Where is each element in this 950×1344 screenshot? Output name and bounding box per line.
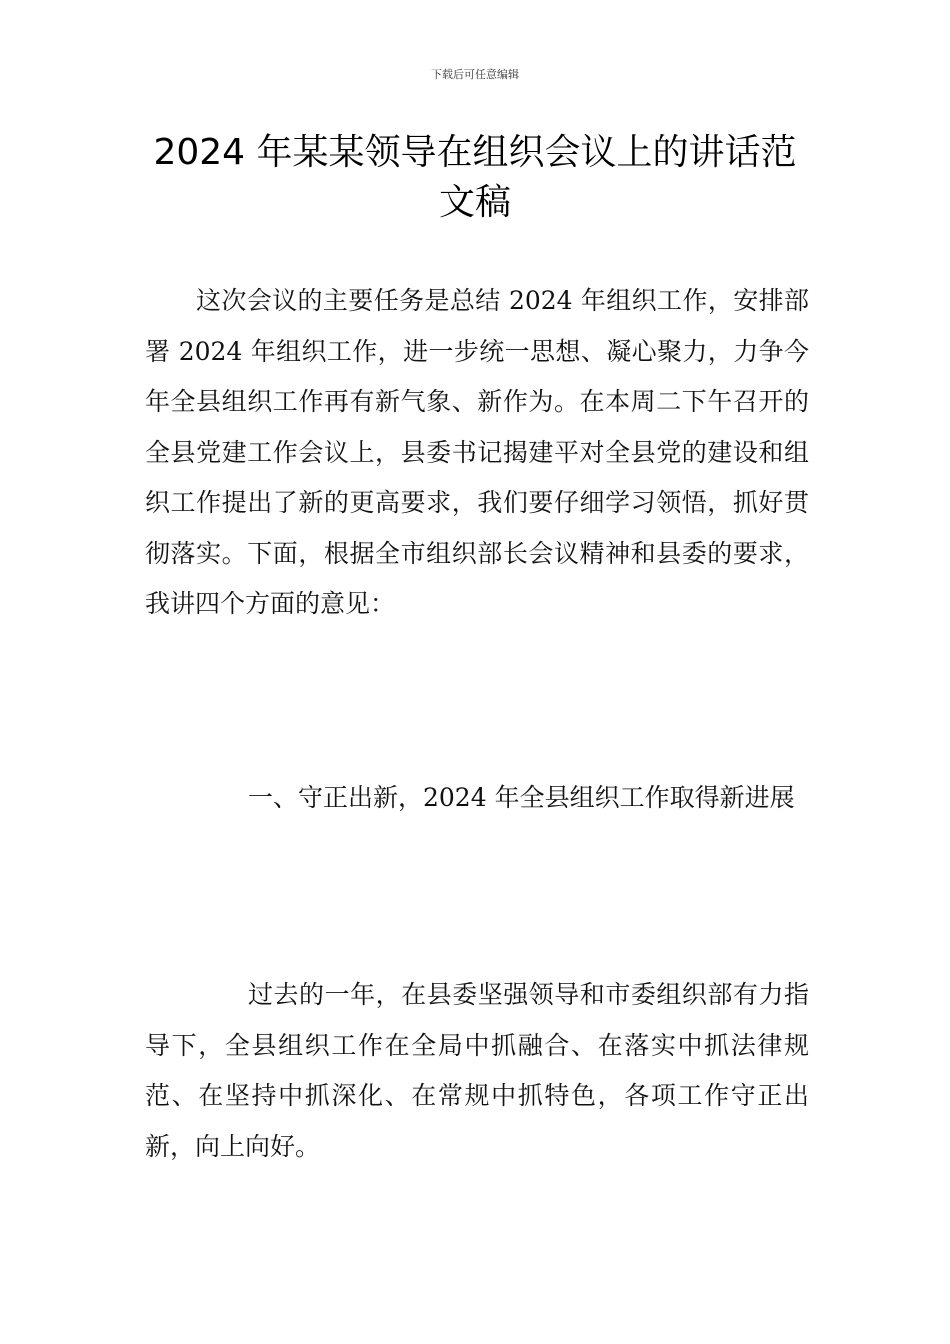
intro-paragraph: 这次会议的主要任务是总结 2024 年组织工作，安排部署 2024 年组织工作，进一步统一思想、凝心聚力，力争今年全县组织工作再有新气象、新作为。在本周二下午召开的全县党建工作会议上，县委书记揭建平对全县党的建设和组织工作提出了新的更高要求，我们要仔细学习领悟，抓好贯彻落实。下面，根据全市组织部长会议精神和县委的要求，我讲四个方面的意见：: [145, 286, 809, 618]
section-heading: 一、守正出新，2024 年全县组织工作取得新进展: [248, 783, 795, 812]
document-title: 2024 年某某领导在组织会议上的讲话范文稿: [153, 132, 797, 223]
body-paragraph: 过去的一年，在县委坚强领导和市委组织部有力指导下，全县组织工作在全局中抓融合、在落实中抓法律规范、在坚持中抓深化、在常规中抓特色，各项工作守正出新，向上向好。: [145, 980, 809, 1161]
header-note: 下载后可任意编辑: [431, 68, 519, 81]
